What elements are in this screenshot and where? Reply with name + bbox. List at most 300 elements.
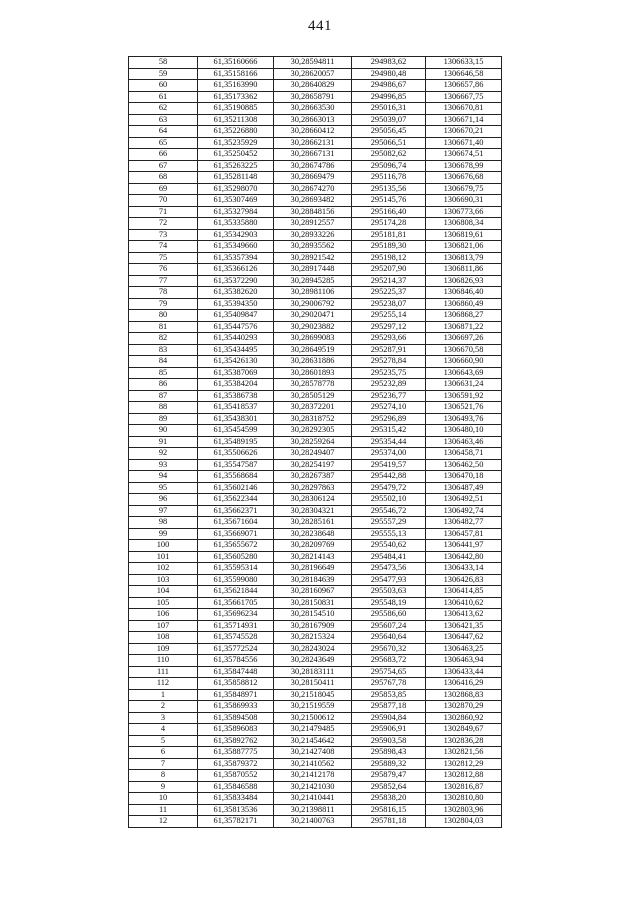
y-coordinate-cell: 1302860,92 — [426, 712, 502, 724]
point-number-cell: 85 — [129, 367, 198, 379]
x-coordinate-cell: 295640,64 — [352, 632, 426, 644]
longitude-cell: 30,21519559 — [274, 701, 352, 713]
y-coordinate-cell: 1302816,87 — [426, 781, 502, 793]
latitude-cell: 61,35438301 — [198, 413, 274, 425]
y-coordinate-cell: 1306633,15 — [426, 57, 502, 69]
x-coordinate-cell: 295502,10 — [352, 494, 426, 506]
y-coordinate-cell: 1306690,31 — [426, 195, 502, 207]
latitude-cell: 61,35655672 — [198, 540, 274, 552]
x-coordinate-cell: 295287,91 — [352, 344, 426, 356]
longitude-cell: 30,28912557 — [274, 218, 352, 230]
point-number-cell: 83 — [129, 344, 198, 356]
table-row — [129, 494, 502, 506]
x-coordinate-cell: 295838,20 — [352, 793, 426, 805]
longitude-cell: 30,28154510 — [274, 609, 352, 621]
x-coordinate-cell: 295198,12 — [352, 252, 426, 264]
latitude-cell: 61,35622344 — [198, 494, 274, 506]
longitude-cell: 30,28674270 — [274, 183, 352, 195]
latitude-cell: 61,35599080 — [198, 574, 274, 586]
latitude-cell: 61,35307469 — [198, 195, 274, 207]
latitude-cell: 61,35605280 — [198, 551, 274, 563]
y-coordinate-cell: 1306426,83 — [426, 574, 502, 586]
x-coordinate-cell: 295232,89 — [352, 379, 426, 391]
point-number-cell: 103 — [129, 574, 198, 586]
point-number-cell: 66 — [129, 149, 198, 161]
table-row — [129, 252, 502, 264]
longitude-cell: 30,28209769 — [274, 540, 352, 552]
x-coordinate-cell: 295479,72 — [352, 482, 426, 494]
x-coordinate-cell: 295082,62 — [352, 149, 426, 161]
point-number-cell: 97 — [129, 505, 198, 517]
y-coordinate-cell: 1306871,22 — [426, 321, 502, 333]
y-coordinate-cell: 1306808,34 — [426, 218, 502, 230]
table-row — [129, 91, 502, 103]
table-row — [129, 574, 502, 586]
x-coordinate-cell: 295904,84 — [352, 712, 426, 724]
point-number-cell: 11 — [129, 804, 198, 816]
y-coordinate-cell: 1302804,03 — [426, 816, 502, 828]
longitude-cell: 30,28167909 — [274, 620, 352, 632]
longitude-cell: 30,21518045 — [274, 689, 352, 701]
point-number-cell: 9 — [129, 781, 198, 793]
x-coordinate-cell: 295274,10 — [352, 402, 426, 414]
latitude-cell: 61,35669071 — [198, 528, 274, 540]
x-coordinate-cell: 295607,24 — [352, 620, 426, 632]
table-row — [129, 275, 502, 287]
point-number-cell: 77 — [129, 275, 198, 287]
y-coordinate-cell: 1302812,88 — [426, 770, 502, 782]
y-coordinate-cell: 1302870,29 — [426, 701, 502, 713]
longitude-cell: 30,28620057 — [274, 68, 352, 80]
table-row — [129, 655, 502, 667]
x-coordinate-cell: 295039,07 — [352, 114, 426, 126]
latitude-cell: 61,35235929 — [198, 137, 274, 149]
x-coordinate-cell: 295297,12 — [352, 321, 426, 333]
point-number-cell: 99 — [129, 528, 198, 540]
table-row — [129, 57, 502, 69]
y-coordinate-cell: 1306414,85 — [426, 586, 502, 598]
y-coordinate-cell: 1306492,51 — [426, 494, 502, 506]
y-coordinate-cell: 1306676,68 — [426, 172, 502, 184]
longitude-cell: 30,28674786 — [274, 160, 352, 172]
y-coordinate-cell: 1306413,62 — [426, 609, 502, 621]
table-row — [129, 747, 502, 759]
page-number: 441 — [308, 18, 332, 34]
longitude-cell: 30,21427408 — [274, 747, 352, 759]
longitude-cell: 30,28660412 — [274, 126, 352, 138]
longitude-cell: 30,28578778 — [274, 379, 352, 391]
longitude-cell: 30,28601893 — [274, 367, 352, 379]
longitude-cell: 30,21400763 — [274, 816, 352, 828]
longitude-cell: 30,28259264 — [274, 436, 352, 448]
latitude-cell: 61,35226880 — [198, 126, 274, 138]
x-coordinate-cell: 295555,13 — [352, 528, 426, 540]
table-row — [129, 425, 502, 437]
y-coordinate-cell: 1306679,75 — [426, 183, 502, 195]
table-row — [129, 597, 502, 609]
table-row — [129, 781, 502, 793]
x-coordinate-cell: 295767,78 — [352, 678, 426, 690]
y-coordinate-cell: 1306462,50 — [426, 459, 502, 471]
table-row — [129, 80, 502, 92]
point-number-cell: 59 — [129, 68, 198, 80]
point-number-cell: 112 — [129, 678, 198, 690]
longitude-cell: 30,28318752 — [274, 413, 352, 425]
table-row — [129, 689, 502, 701]
longitude-cell: 30,28150411 — [274, 678, 352, 690]
table-row — [129, 712, 502, 724]
table-row — [129, 678, 502, 690]
table-row — [129, 321, 502, 333]
x-coordinate-cell: 295889,32 — [352, 758, 426, 770]
point-number-cell: 87 — [129, 390, 198, 402]
point-number-cell: 91 — [129, 436, 198, 448]
x-coordinate-cell: 295877,18 — [352, 701, 426, 713]
point-number-cell: 102 — [129, 563, 198, 575]
y-coordinate-cell: 1306470,18 — [426, 471, 502, 483]
table-row — [129, 137, 502, 149]
point-number-cell: 109 — [129, 643, 198, 655]
y-coordinate-cell: 1302803,96 — [426, 804, 502, 816]
x-coordinate-cell: 295898,43 — [352, 747, 426, 759]
x-coordinate-cell: 295235,75 — [352, 367, 426, 379]
y-coordinate-cell: 1306521,76 — [426, 402, 502, 414]
x-coordinate-cell: 295255,14 — [352, 310, 426, 322]
x-coordinate-cell: 294986,67 — [352, 80, 426, 92]
point-number-cell: 72 — [129, 218, 198, 230]
table-row — [129, 666, 502, 678]
table-row — [129, 149, 502, 161]
y-coordinate-cell: 1306860,49 — [426, 298, 502, 310]
table-row — [129, 724, 502, 736]
y-coordinate-cell: 1306811,86 — [426, 264, 502, 276]
point-number-cell: 93 — [129, 459, 198, 471]
longitude-cell: 30,28658791 — [274, 91, 352, 103]
x-coordinate-cell: 295484,41 — [352, 551, 426, 563]
y-coordinate-cell: 1306868,27 — [426, 310, 502, 322]
point-number-cell: 105 — [129, 597, 198, 609]
x-coordinate-cell: 295503,63 — [352, 586, 426, 598]
x-coordinate-cell: 295354,44 — [352, 436, 426, 448]
x-coordinate-cell: 295853,85 — [352, 689, 426, 701]
coordinates-table-body — [129, 57, 502, 828]
point-number-cell: 79 — [129, 298, 198, 310]
longitude-cell: 30,28848156 — [274, 206, 352, 218]
point-number-cell: 82 — [129, 333, 198, 345]
latitude-cell: 61,35160666 — [198, 57, 274, 69]
latitude-cell: 61,35846588 — [198, 781, 274, 793]
point-number-cell: 80 — [129, 310, 198, 322]
x-coordinate-cell: 295116,78 — [352, 172, 426, 184]
table-row — [129, 310, 502, 322]
longitude-cell: 30,29020471 — [274, 310, 352, 322]
longitude-cell: 30,28243649 — [274, 655, 352, 667]
latitude-cell: 61,35409847 — [198, 310, 274, 322]
longitude-cell: 30,28640829 — [274, 80, 352, 92]
latitude-cell: 61,35506626 — [198, 448, 274, 460]
point-number-cell: 4 — [129, 724, 198, 736]
x-coordinate-cell: 295293,66 — [352, 333, 426, 345]
latitude-cell: 61,35163990 — [198, 80, 274, 92]
latitude-cell: 61,35190885 — [198, 103, 274, 115]
x-coordinate-cell: 295442,88 — [352, 471, 426, 483]
longitude-cell: 30,21412178 — [274, 770, 352, 782]
x-coordinate-cell: 295754,65 — [352, 666, 426, 678]
table-row — [129, 816, 502, 828]
longitude-cell: 30,28249407 — [274, 448, 352, 460]
longitude-cell: 30,28196649 — [274, 563, 352, 575]
point-number-cell: 88 — [129, 402, 198, 414]
table-row — [129, 390, 502, 402]
y-coordinate-cell: 1306631,24 — [426, 379, 502, 391]
table-row — [129, 517, 502, 529]
table-row — [129, 735, 502, 747]
latitude-cell: 61,35847448 — [198, 666, 274, 678]
y-coordinate-cell: 1306416,29 — [426, 678, 502, 690]
y-coordinate-cell: 1306643,69 — [426, 367, 502, 379]
y-coordinate-cell: 1306480,10 — [426, 425, 502, 437]
y-coordinate-cell: 1306826,93 — [426, 275, 502, 287]
y-coordinate-cell: 1306660,90 — [426, 356, 502, 368]
longitude-cell: 30,28669479 — [274, 172, 352, 184]
latitude-cell: 61,35335880 — [198, 218, 274, 230]
x-coordinate-cell: 295296,89 — [352, 413, 426, 425]
longitude-cell: 30,28292305 — [274, 425, 352, 437]
y-coordinate-cell: 1306670,21 — [426, 126, 502, 138]
latitude-cell: 61,35547587 — [198, 459, 274, 471]
point-number-cell: 10 — [129, 793, 198, 805]
table-row — [129, 206, 502, 218]
y-coordinate-cell: 1306442,80 — [426, 551, 502, 563]
table-row — [129, 643, 502, 655]
point-number-cell: 71 — [129, 206, 198, 218]
y-coordinate-cell: 1306657,86 — [426, 80, 502, 92]
table-row — [129, 241, 502, 253]
table-row — [129, 620, 502, 632]
y-coordinate-cell: 1306463,94 — [426, 655, 502, 667]
x-coordinate-cell: 295225,37 — [352, 287, 426, 299]
latitude-cell: 61,35894508 — [198, 712, 274, 724]
latitude-cell: 61,35870552 — [198, 770, 274, 782]
x-coordinate-cell: 295096,74 — [352, 160, 426, 172]
longitude-cell: 30,21500612 — [274, 712, 352, 724]
point-number-cell: 100 — [129, 540, 198, 552]
y-coordinate-cell: 1306433,44 — [426, 666, 502, 678]
x-coordinate-cell: 294983,62 — [352, 57, 426, 69]
latitude-cell: 61,35833484 — [198, 793, 274, 805]
x-coordinate-cell: 295145,76 — [352, 195, 426, 207]
latitude-cell: 61,35394350 — [198, 298, 274, 310]
y-coordinate-cell: 1306457,81 — [426, 528, 502, 540]
y-coordinate-cell: 1306846,40 — [426, 287, 502, 299]
latitude-cell: 61,35671604 — [198, 517, 274, 529]
point-number-cell: 81 — [129, 321, 198, 333]
x-coordinate-cell: 295557,29 — [352, 517, 426, 529]
table-row — [129, 540, 502, 552]
latitude-cell: 61,35387069 — [198, 367, 274, 379]
table-row — [129, 459, 502, 471]
y-coordinate-cell: 1306674,51 — [426, 149, 502, 161]
longitude-cell: 30,28921542 — [274, 252, 352, 264]
x-coordinate-cell: 295903,58 — [352, 735, 426, 747]
x-coordinate-cell: 295879,47 — [352, 770, 426, 782]
y-coordinate-cell: 1306433,14 — [426, 563, 502, 575]
longitude-cell: 30,28594811 — [274, 57, 352, 69]
y-coordinate-cell: 1306482,77 — [426, 517, 502, 529]
y-coordinate-cell: 1306410,62 — [426, 597, 502, 609]
longitude-cell: 30,28699083 — [274, 333, 352, 345]
point-number-cell: 1 — [129, 689, 198, 701]
latitude-cell: 61,35595314 — [198, 563, 274, 575]
x-coordinate-cell: 295781,18 — [352, 816, 426, 828]
x-coordinate-cell: 295670,32 — [352, 643, 426, 655]
y-coordinate-cell: 1306821,06 — [426, 241, 502, 253]
table-row — [129, 68, 502, 80]
x-coordinate-cell: 295315,42 — [352, 425, 426, 437]
latitude-cell: 61,35298070 — [198, 183, 274, 195]
latitude-cell: 61,35281148 — [198, 172, 274, 184]
longitude-cell: 30,29006792 — [274, 298, 352, 310]
coordinates-table — [128, 56, 502, 828]
point-number-cell: 62 — [129, 103, 198, 115]
table-row — [129, 793, 502, 805]
y-coordinate-cell: 1306671,40 — [426, 137, 502, 149]
y-coordinate-cell: 1306671,14 — [426, 114, 502, 126]
table-row — [129, 114, 502, 126]
table-row — [129, 586, 502, 598]
latitude-cell: 61,35714931 — [198, 620, 274, 632]
latitude-cell: 61,35418537 — [198, 402, 274, 414]
y-coordinate-cell: 1306670,58 — [426, 344, 502, 356]
y-coordinate-cell: 1306492,74 — [426, 505, 502, 517]
latitude-cell: 61,35382620 — [198, 287, 274, 299]
latitude-cell: 61,35621844 — [198, 586, 274, 598]
latitude-cell: 61,35342903 — [198, 229, 274, 241]
longitude-cell: 30,21421030 — [274, 781, 352, 793]
x-coordinate-cell: 295278,84 — [352, 356, 426, 368]
x-coordinate-cell: 295546,72 — [352, 505, 426, 517]
table-row — [129, 770, 502, 782]
y-coordinate-cell: 1306678,99 — [426, 160, 502, 172]
point-number-cell: 6 — [129, 747, 198, 759]
latitude-cell: 61,35447576 — [198, 321, 274, 333]
point-number-cell: 65 — [129, 137, 198, 149]
longitude-cell: 30,28267387 — [274, 471, 352, 483]
y-coordinate-cell: 1306670,81 — [426, 103, 502, 115]
latitude-cell: 61,35384204 — [198, 379, 274, 391]
table-row — [129, 551, 502, 563]
table-row — [129, 413, 502, 425]
y-coordinate-cell: 1302821,56 — [426, 747, 502, 759]
y-coordinate-cell: 1306813,79 — [426, 252, 502, 264]
longitude-cell: 30,28667131 — [274, 149, 352, 161]
latitude-cell: 61,35366126 — [198, 264, 274, 276]
table-row — [129, 379, 502, 391]
latitude-cell: 61,35263225 — [198, 160, 274, 172]
x-coordinate-cell: 295238,07 — [352, 298, 426, 310]
y-coordinate-cell: 1306591,92 — [426, 390, 502, 402]
table-row — [129, 505, 502, 517]
x-coordinate-cell: 295236,77 — [352, 390, 426, 402]
longitude-cell: 30,28285161 — [274, 517, 352, 529]
y-coordinate-cell: 1302868,83 — [426, 689, 502, 701]
longitude-cell: 30,28649519 — [274, 344, 352, 356]
point-number-cell: 3 — [129, 712, 198, 724]
latitude-cell: 61,35489195 — [198, 436, 274, 448]
y-coordinate-cell: 1306487,49 — [426, 482, 502, 494]
point-number-cell: 98 — [129, 517, 198, 529]
longitude-cell: 30,28663530 — [274, 103, 352, 115]
table-row — [129, 264, 502, 276]
point-number-cell: 104 — [129, 586, 198, 598]
point-number-cell: 111 — [129, 666, 198, 678]
point-number-cell: 108 — [129, 632, 198, 644]
table-row — [129, 126, 502, 138]
longitude-cell: 30,21410562 — [274, 758, 352, 770]
table-row — [129, 103, 502, 115]
longitude-cell: 30,28254197 — [274, 459, 352, 471]
latitude-cell: 61,35426130 — [198, 356, 274, 368]
latitude-cell: 61,35454599 — [198, 425, 274, 437]
x-coordinate-cell: 295816,15 — [352, 804, 426, 816]
x-coordinate-cell: 295214,37 — [352, 275, 426, 287]
longitude-cell: 30,28693482 — [274, 195, 352, 207]
table-row — [129, 804, 502, 816]
x-coordinate-cell: 295473,56 — [352, 563, 426, 575]
table-row — [129, 183, 502, 195]
x-coordinate-cell: 295016,31 — [352, 103, 426, 115]
latitude-cell: 61,35745528 — [198, 632, 274, 644]
point-number-cell: 68 — [129, 172, 198, 184]
point-number-cell: 12 — [129, 816, 198, 828]
x-coordinate-cell: 295166,40 — [352, 206, 426, 218]
longitude-cell: 30,28297863 — [274, 482, 352, 494]
longitude-cell: 30,28238648 — [274, 528, 352, 540]
point-number-cell: 69 — [129, 183, 198, 195]
latitude-cell: 61,35211308 — [198, 114, 274, 126]
x-coordinate-cell: 295586,60 — [352, 609, 426, 621]
longitude-cell: 30,21398811 — [274, 804, 352, 816]
latitude-cell: 61,35848971 — [198, 689, 274, 701]
latitude-cell: 61,35696234 — [198, 609, 274, 621]
x-coordinate-cell: 295852,64 — [352, 781, 426, 793]
longitude-cell: 30,28243024 — [274, 643, 352, 655]
y-coordinate-cell: 1306667,75 — [426, 91, 502, 103]
x-coordinate-cell: 295906,91 — [352, 724, 426, 736]
x-coordinate-cell: 295374,00 — [352, 448, 426, 460]
longitude-cell: 30,21410441 — [274, 793, 352, 805]
table-row — [129, 367, 502, 379]
x-coordinate-cell: 295066,51 — [352, 137, 426, 149]
point-number-cell: 86 — [129, 379, 198, 391]
point-number-cell: 75 — [129, 252, 198, 264]
longitude-cell: 30,28183111 — [274, 666, 352, 678]
point-number-cell: 8 — [129, 770, 198, 782]
longitude-cell: 30,28214143 — [274, 551, 352, 563]
x-coordinate-cell: 295683,72 — [352, 655, 426, 667]
longitude-cell: 30,21454642 — [274, 735, 352, 747]
latitude-cell: 61,35772524 — [198, 643, 274, 655]
y-coordinate-cell: 1302836,28 — [426, 735, 502, 747]
point-number-cell: 110 — [129, 655, 198, 667]
point-number-cell: 61 — [129, 91, 198, 103]
table-row — [129, 758, 502, 770]
point-number-cell: 106 — [129, 609, 198, 621]
x-coordinate-cell: 294980,48 — [352, 68, 426, 80]
longitude-cell: 30,29023882 — [274, 321, 352, 333]
latitude-cell: 61,35887775 — [198, 747, 274, 759]
table-row — [129, 218, 502, 230]
